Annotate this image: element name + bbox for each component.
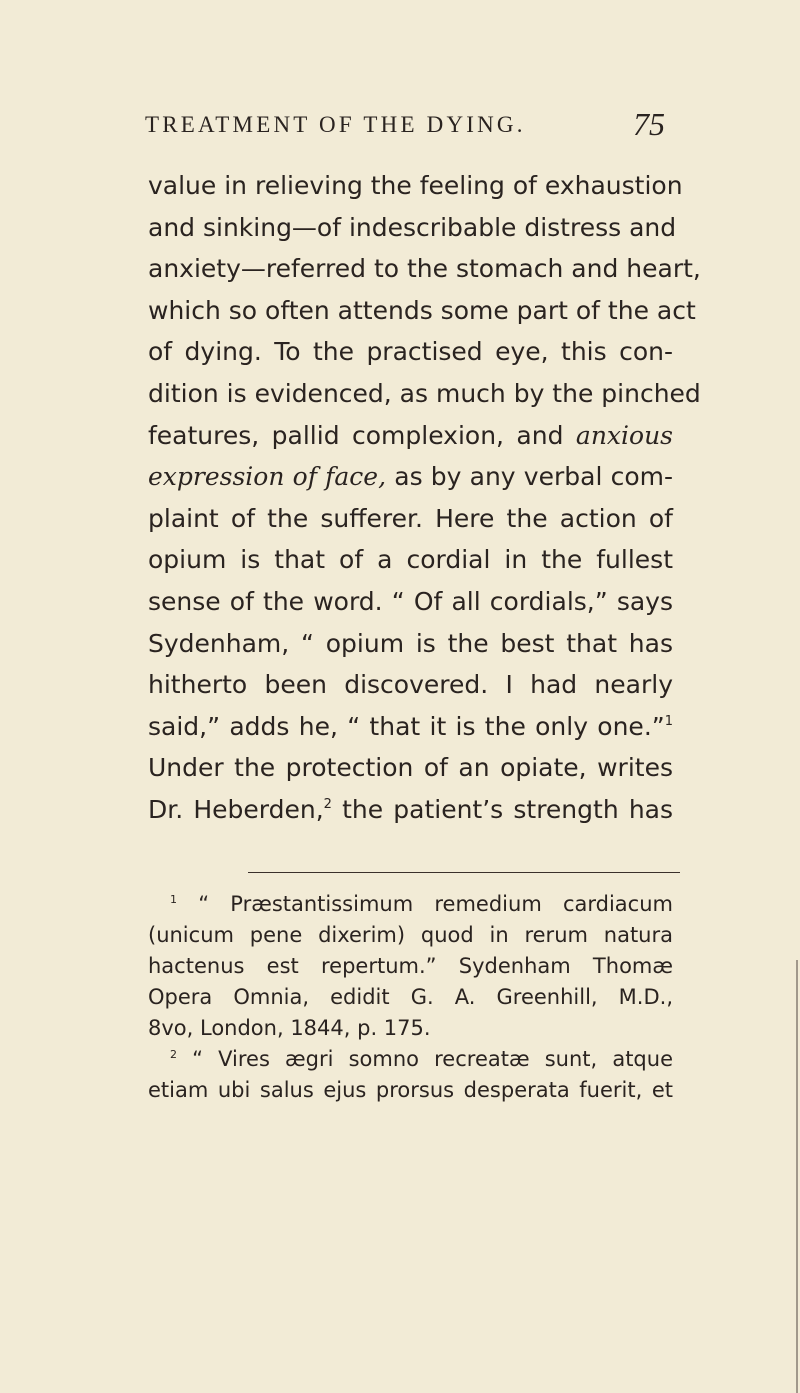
text-line bbox=[148, 706, 673, 748]
text-line: of dying. To the practised eye, this con- bbox=[148, 337, 673, 367]
text-line: Sydenham, “ opium is the best that has bbox=[148, 628, 673, 658]
text-segment: said,” adds he, “ that it is the only one.” bbox=[148, 711, 665, 741]
footnote-line bbox=[148, 889, 673, 920]
text-line: value in relieving the feeling of exhaustion bbox=[148, 171, 683, 200]
footnote-line: (unicum pene dixerim) quod in rerum natura bbox=[148, 923, 673, 947]
footnotes bbox=[148, 889, 673, 1106]
footnote-line: etiam ubi salus ejus prorsus desperata fuerit, et bbox=[148, 1078, 673, 1102]
text-line: opium is that of a cordial in the fullest bbox=[148, 545, 673, 575]
running-head bbox=[145, 108, 665, 148]
text-line: hitherto been discovered. I had nearly bbox=[148, 670, 673, 700]
footnote-line: hactenus est repertum.” Sydenham Thomæ bbox=[148, 954, 673, 978]
text-line bbox=[148, 789, 673, 831]
footnote-mark: 2 bbox=[170, 1048, 177, 1061]
body-text bbox=[148, 165, 701, 831]
footnote-mark: 1 bbox=[170, 893, 177, 906]
footnote-text: “ Vires ægri somno recreatæ sunt, atque bbox=[192, 1047, 673, 1071]
text-segment: as by any verbal com- bbox=[394, 462, 673, 492]
italic-phrase: anxious bbox=[575, 420, 674, 450]
footnote-line bbox=[148, 1044, 673, 1075]
footnote-line: Opera Omnia, edidit G. A. Greenhill, M.D., bbox=[148, 985, 673, 1009]
text-line bbox=[148, 456, 673, 498]
text-segment: the patient’s strength has bbox=[342, 794, 674, 824]
text-line: plaint of the sufferer. Here the action of bbox=[148, 503, 673, 533]
footnote-rule bbox=[248, 872, 680, 873]
text-segment: Dr. Heberden, bbox=[148, 794, 324, 824]
text-line: dition is evidenced, as much by the pinched bbox=[148, 378, 701, 408]
footnote-line: 8vo, London, 1844, p. 175. bbox=[148, 1016, 431, 1040]
text-segment: features, pallid complexion, and bbox=[148, 420, 564, 450]
footnote-ref: 2 bbox=[323, 796, 332, 812]
running-title: TREATMENT OF THE DYING. bbox=[145, 112, 526, 137]
text-line: which so often attends some part of the act bbox=[148, 295, 696, 325]
text-line: sense of the word. “ Of all cordials,” says bbox=[148, 586, 673, 616]
text-line bbox=[148, 415, 673, 457]
footnote-text: “ Præstantissimum remedium cardiacum bbox=[198, 892, 673, 916]
text-line: Under the protection of an opiate, writes bbox=[148, 753, 673, 783]
scan-edge-shadow bbox=[796, 960, 798, 1393]
footnote-ref: 1 bbox=[664, 713, 673, 729]
italic-phrase: expression of face, bbox=[148, 462, 387, 492]
page-number: 75 bbox=[633, 106, 665, 142]
text-line: anxiety—referred to the stomach and heart, bbox=[148, 254, 701, 284]
text-line: and sinking—of indescribable distress and bbox=[148, 212, 677, 242]
